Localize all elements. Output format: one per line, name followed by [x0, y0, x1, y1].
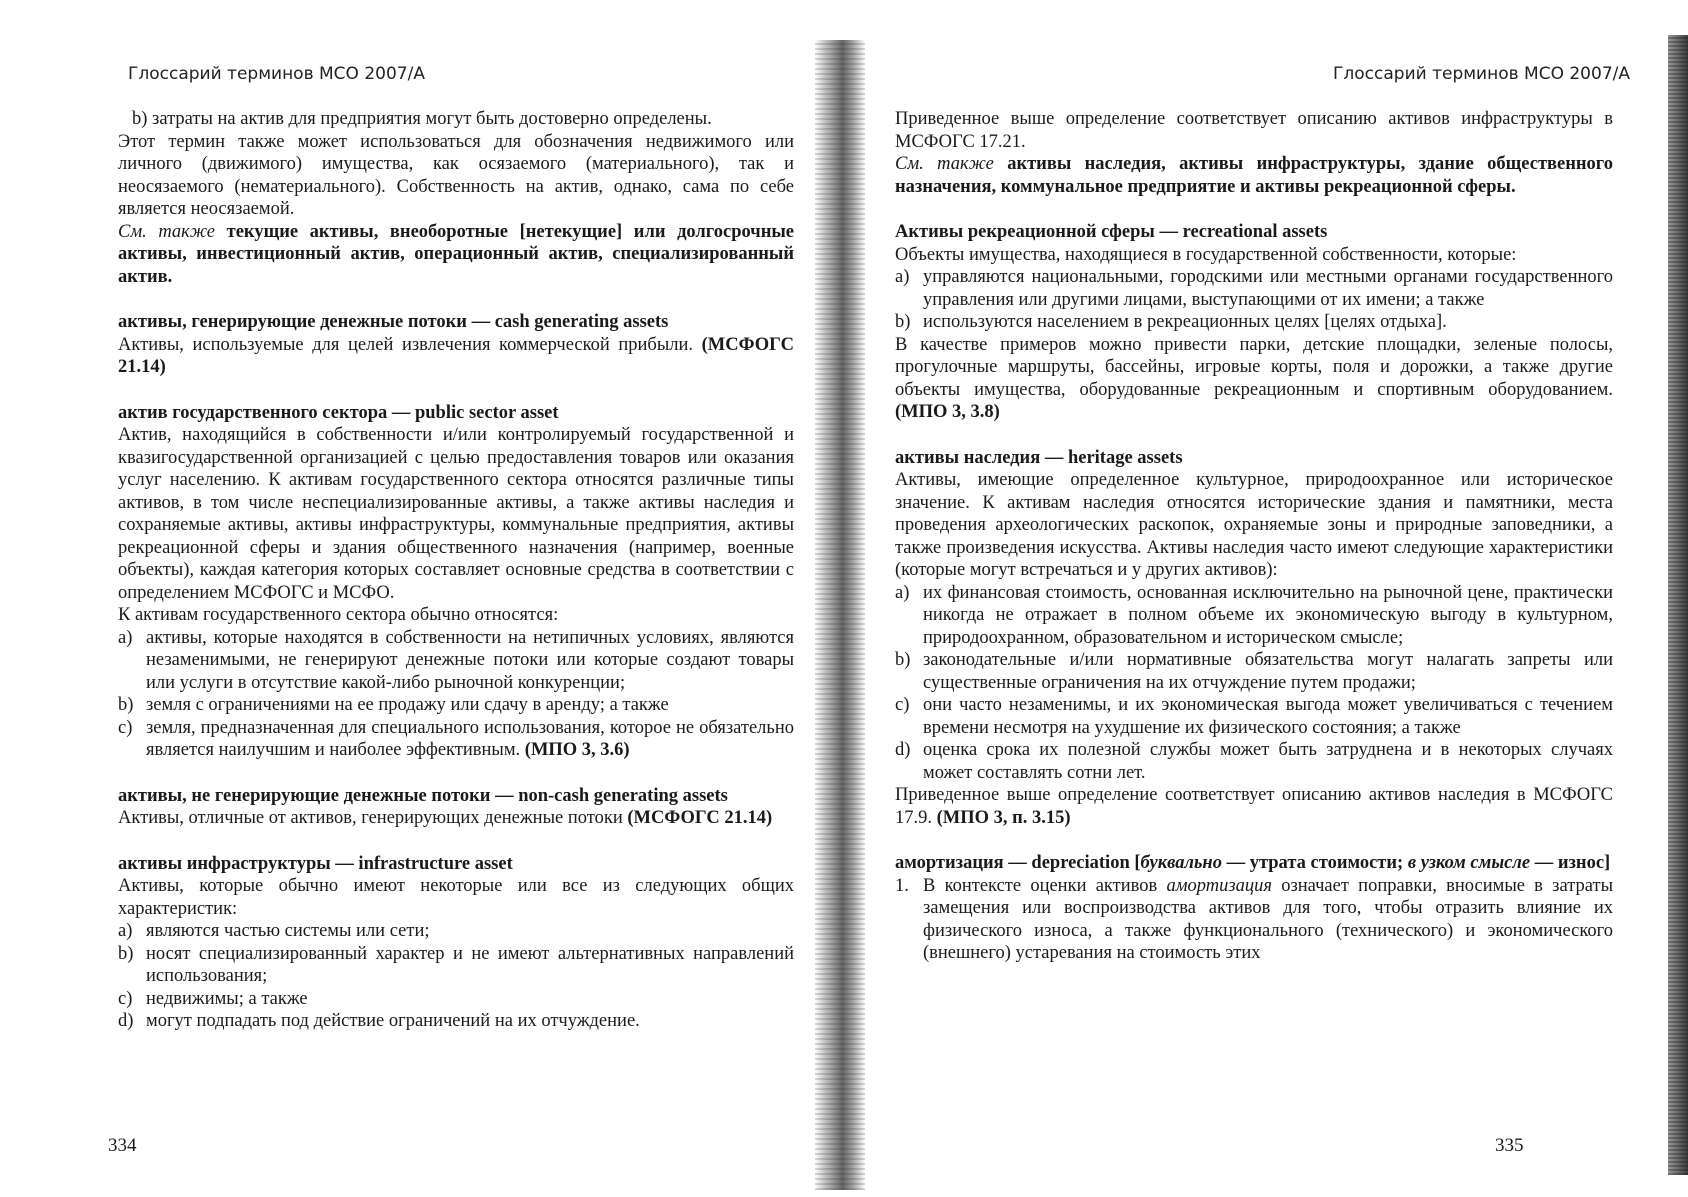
list-intro: К активам государственного сектора обычно относятся:	[118, 605, 559, 625]
item-marker: b)	[895, 650, 911, 670]
item-marker: a)	[118, 627, 133, 648]
page-number: 334	[108, 1135, 137, 1156]
list-item	[118, 627, 794, 695]
glossary-term: активы, генерирующие денежные потоки — cash generating assets	[118, 312, 669, 332]
item-marker: c)	[118, 988, 133, 1009]
item-marker: a)	[118, 921, 133, 941]
term-definition	[118, 807, 794, 830]
term-definition	[118, 334, 794, 379]
item-marker: b)	[118, 695, 134, 715]
glossary-term: актив государственного сектора — public sector asset	[118, 402, 559, 423]
term-part: буквально	[1140, 853, 1222, 873]
item-text: оценка срока их полезной службы может быть затруднена и в некоторых случаях может составлять сотни лет.	[923, 740, 1613, 783]
item-marker: c)	[118, 717, 133, 738]
list-item	[895, 694, 1613, 739]
list-item	[118, 717, 794, 762]
item-marker: a)	[895, 582, 910, 603]
see-also	[895, 153, 1613, 198]
item-text: управляются национальными, городскими или местными органами государственного управления или другими лицами, выступающими от их имени; а также	[923, 267, 1613, 310]
item-marker: b)	[895, 312, 911, 332]
item-text: амортизация	[1166, 875, 1272, 896]
see-also-terms: текущие активы, внеоборотные [нетекущие] или долгосрочные активы, инвестиционный актив, операционный актив, специализированный актив.	[118, 221, 795, 287]
item-text: могут подпадать под действие ограничений на их отчуждение.	[146, 1011, 640, 1031]
list-item	[118, 1010, 794, 1033]
see-also	[118, 221, 794, 289]
list-item	[895, 311, 1613, 334]
glossary-term	[895, 852, 1613, 875]
paragraph	[895, 334, 1613, 424]
list-item	[118, 988, 794, 1011]
running-head: Глоссарий терминов МСО 2007/А	[128, 64, 425, 84]
glossary-term: активы наследия — heritage assets	[895, 447, 1183, 468]
list-item	[118, 920, 794, 943]
item-text: используются населением в рекреационных целях [целях отдыха].	[923, 312, 1447, 332]
list-item	[895, 649, 1613, 694]
paragraph: Приведенное выше определение соответствует описанию активов инфраструктуры в МСФОГС 17.21.	[895, 109, 1613, 152]
source-reference: (МСФОГС 21.14)	[627, 808, 773, 828]
list-item	[118, 694, 794, 717]
term-definition: Активы, которые обычно имеют некоторые или все из следующих общих характеристик:	[118, 876, 794, 919]
term-list	[118, 627, 794, 762]
definition-text: Активы, отличные от активов, генерирующих денежные потоки	[118, 808, 623, 828]
source-reference: (МПО 3, п. 3.15)	[936, 807, 1071, 828]
running-head: Глоссарий терминов МСО 2007/А	[1333, 64, 1630, 84]
item-marker: d)	[118, 1011, 134, 1031]
item-text: означает поправки, вносимые в затраты замещения или воспроизводства активов для того, чтобы отразить влияние их физического износа, а также функционального (технического) и экономического (внешнего) устаревания на стоимость этих	[923, 875, 1613, 963]
source-reference: (МПО 3, 3.6)	[524, 740, 630, 760]
see-also-terms: активы наследия, активы инфраструктуры, здание общественного назначения, коммунальное предприятие и активы рекреационной сферы.	[895, 154, 1613, 197]
source-reference: (МПО 3, 3.8)	[895, 402, 1000, 422]
item-text: активы, которые находятся в собственности на нетипичных условиях, являются незаменимыми, не генерируют денежные потоки или которые создают товары или услуги в отсутствие какой-либо рыночной конкуренции;	[146, 627, 794, 693]
item-text: земля, предназначенная для специального использования, которое не обязательно является наилучшим и наиболее эффективным.	[146, 717, 794, 760]
item-text: затраты на актив для предприятия могут быть достоверно определены.	[152, 109, 712, 129]
term-part: в узком смысле	[1407, 853, 1531, 873]
term-list	[895, 266, 1613, 334]
list-item	[895, 266, 1613, 311]
definition-text: Активы, используемые для целей извлечения коммерческой прибыли.	[118, 334, 694, 355]
term-list	[895, 875, 1613, 965]
item-text: В контексте оценки активов	[923, 875, 1167, 896]
list-item	[895, 739, 1613, 784]
item-text: носят специализированный характер и не имеют альтернативных направлений использования;	[146, 943, 794, 986]
continued-item-b	[118, 108, 794, 131]
term-definition: Объекты имущества, находящиеся в государственной собственности, которые:	[895, 244, 1517, 265]
item-text: земля с ограничениями на ее продажу или сдачу в аренду; а также	[146, 695, 669, 715]
item-marker: a)	[895, 267, 910, 287]
item-marker: b)	[118, 943, 134, 964]
item-marker: 1.	[895, 875, 909, 896]
left-page	[0, 0, 820, 1197]
paragraph-text: В качестве примеров можно привести парки, детские площадки, зеленые полосы, прогулочные маршруты, бассейны, игровые корты, поля и дорожки, а также другие объекты имущества, оборудованные рекреационным и спортивным оборудованием.	[895, 334, 1613, 400]
item-marker: c)	[895, 695, 910, 715]
term-list	[895, 582, 1613, 785]
right-page-text	[895, 108, 1613, 965]
term-part: амортизация — depreciation [	[895, 853, 1141, 873]
page-edge-shadow	[1668, 35, 1688, 1175]
list-item	[895, 582, 1613, 650]
source-reference: (МСФОГС 21.14)	[118, 334, 794, 377]
item-text: недвижимы; а также	[146, 988, 308, 1009]
left-page-text	[118, 108, 794, 1033]
glossary-term: Активы рекреационной сферы — recreational assets	[895, 222, 1328, 242]
term-list	[118, 920, 794, 1033]
paragraph-text: Приведенное выше определение соответствует описанию активов наследия в МСФОГС 17.9.	[895, 785, 1613, 828]
see-also-label: См. также	[118, 221, 216, 242]
item-text: их финансовая стоимость, основанная исключительно на рыночной цене, практически никогда не отражает в полном объеме их экономическую выгоду в культурном, природоохранном, образовательном и историческом смысле;	[923, 582, 1613, 648]
right-page	[850, 0, 1670, 1197]
term-definition: Активы, имеющие определенное культурное, природоохранное или историческое значение. К активам наследия относятся исторические здания и памятники, места проведения археологических раскопок, охраняемые зоны и природные заповедники, а также произведения искусства. Активы наследия часто имеют следующие характеристики (которые могут встречаться и у других активов):	[895, 470, 1613, 580]
term-definition: Актив, находящийся в собственности и/или контролируемый государственной и квазигосударственной организацией с целью предоставления товаров или оказания услуг населению. К активам государственного сектора относятся различные типы активов, в том числе неспециализированные активы, а также активы наследия и сохраняемые активы, активы инфраструктуры, коммунальные предприятия, активы рекреационной сферы и здания общественного назначения (например, военные объекты), каждая категория которых составляет основные средства в соответствии с определением МСФОГС и МСФО.	[118, 425, 794, 603]
list-item	[895, 875, 1613, 965]
term-part: — износ]	[1530, 853, 1611, 873]
glossary-term: активы, не генерирующие денежные потоки — non-cash generating assets	[118, 785, 728, 806]
term-part: — утрата стоимости;	[1221, 853, 1408, 873]
item-text: они часто незаменимы, и их экономическая выгода может увеличиваться с течением времени несмотря на ухудшение их физического состояния; а также	[923, 695, 1613, 738]
list-item	[118, 943, 794, 988]
page-number: 335	[1495, 1135, 1524, 1156]
see-also-label: См. также	[895, 154, 994, 174]
item-marker: b)	[132, 109, 148, 129]
paragraph: Этот термин также может использоваться для обозначения недвижимого или личного (движимого) имущества, как осязаемого (материального), так и неосязаемого (нематериального). Собственность на актив, однако, сама по себе является неосязаемой.	[118, 131, 794, 219]
paragraph	[895, 784, 1613, 829]
item-text: законодательные и/или нормативные обязательства могут налагать запреты или существенные ограничения на их отчуждение путем продажи;	[923, 650, 1613, 693]
item-text: являются частью системы или сети;	[146, 921, 430, 941]
glossary-term: активы инфраструктуры — infrastructure asset	[118, 853, 513, 874]
item-marker: d)	[895, 740, 911, 760]
